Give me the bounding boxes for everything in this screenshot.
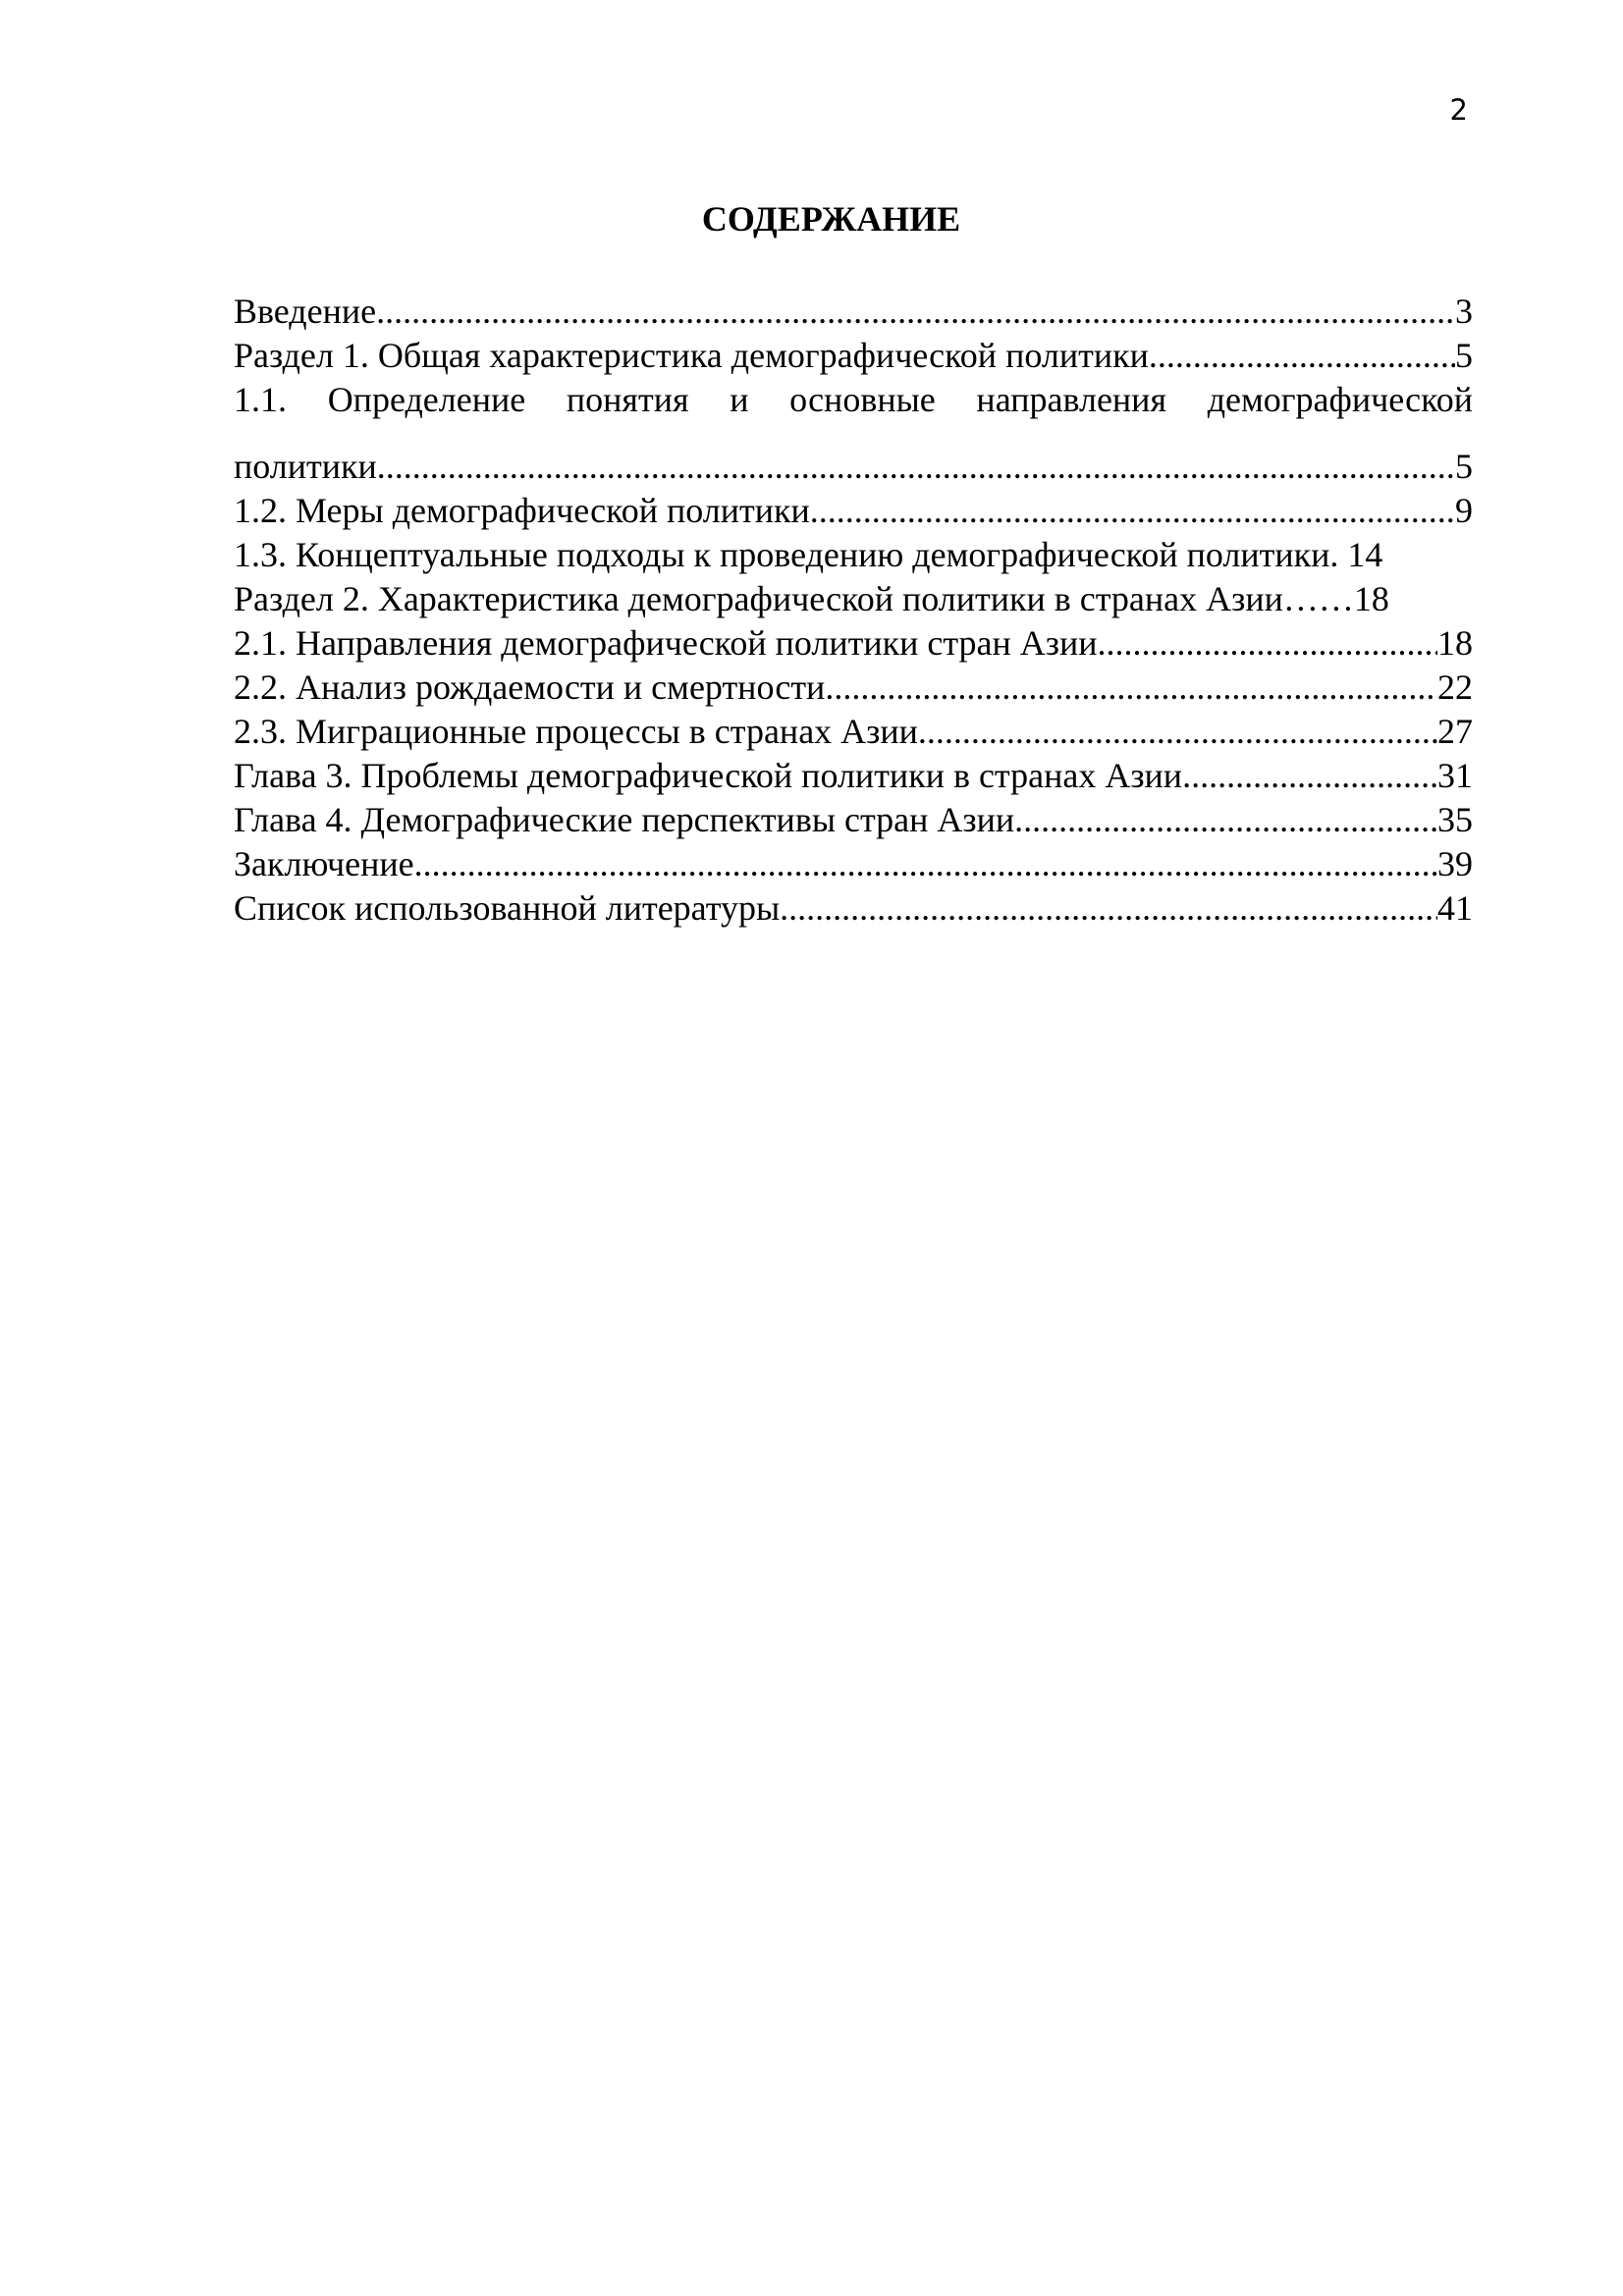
toc-entry-references[interactable] (234, 886, 1473, 931)
toc-entry-conclusion[interactable] (234, 842, 1473, 886)
toc-entry-2-2[interactable] (234, 666, 1473, 710)
toc-entry-1-1-line-1[interactable] (234, 378, 1473, 445)
toc-entry-2-1[interactable] (234, 621, 1473, 666)
dot-leader (918, 710, 1437, 754)
toc-entry-label: 1.1. Определение понятия и основные направления демографической (234, 380, 1473, 419)
toc-entry-1-3[interactable] (234, 533, 1473, 577)
page-number: 2 (1449, 93, 1468, 127)
toc-entry-page: 27 (1437, 712, 1473, 751)
toc-entry-1-2[interactable] (234, 489, 1473, 533)
toc-entry-label: Заключение (234, 844, 414, 883)
toc-entry-page: 35 (1437, 800, 1473, 839)
ellipsis-leader (1283, 577, 1354, 621)
toc-entry-page: 41 (1437, 888, 1473, 928)
toc-entry-label: 1.2. Меры демографической политики (234, 491, 810, 530)
dot-leader (377, 445, 1455, 489)
toc-entry-label: 2.3. Миграционные процессы в странах Азии (234, 712, 918, 751)
toc-entry-introduction[interactable] (234, 290, 1473, 334)
toc-entry-label: Глава 3. Проблемы демографической политики в странах Азии (234, 756, 1183, 795)
toc-entry-page: 39 (1437, 844, 1473, 883)
dot-leader (780, 886, 1437, 931)
toc-entry-page: 9 (1455, 491, 1473, 530)
toc-entry-label: Раздел 1. Общая характеристика демографической политики (234, 336, 1149, 375)
dot-leader (1182, 754, 1437, 798)
toc-entry-page: 3 (1455, 292, 1473, 331)
toc-entry-page: 14 (1347, 535, 1383, 574)
table-of-contents (234, 290, 1473, 931)
toc-entry-label: 2.1. Направления демографической политики стран Азии (234, 623, 1098, 663)
toc-entry-page: 5 (1455, 336, 1473, 375)
toc-entry-page: 31 (1437, 756, 1473, 795)
toc-entry-label: 1.3. Концептуальные подходы к проведению демографической политики. (234, 535, 1339, 574)
toc-title: СОДЕРЖАНИЕ (701, 199, 961, 239)
toc-entry-section-1[interactable] (234, 334, 1473, 378)
toc-entry-2-3[interactable] (234, 710, 1473, 754)
toc-entry-label: Глава 4. Демографические перспективы стран Азии (234, 800, 1015, 839)
toc-entry-label: Раздел 2. Характеристика демографической политики в странах Азии (234, 579, 1283, 618)
toc-entry-section-2[interactable] (234, 577, 1473, 621)
toc-entry-chapter-4[interactable] (234, 798, 1473, 842)
toc-entry-1-1-line-2[interactable] (234, 445, 1473, 489)
dot-leader (376, 290, 1455, 334)
toc-entry-page: 18 (1437, 623, 1473, 663)
toc-entry-label: Введение (234, 292, 377, 331)
toc-entry-label: 2.2. Анализ рождаемости и смертности (234, 667, 826, 707)
toc-entry-page: 5 (1455, 447, 1473, 486)
dot-leader (825, 666, 1437, 710)
toc-entry-page: 22 (1437, 667, 1473, 707)
dot-leader (1014, 798, 1437, 842)
dot-leader (1098, 621, 1437, 666)
dot-leader (414, 842, 1437, 886)
toc-entry-label-continued: политики (234, 447, 377, 486)
toc-entry-page: 18 (1353, 579, 1389, 618)
toc-entry-label: Список использованной литературы (234, 888, 781, 928)
dot-leader (810, 489, 1455, 533)
toc-entry-chapter-3[interactable] (234, 754, 1473, 798)
dot-leader (1149, 334, 1455, 378)
